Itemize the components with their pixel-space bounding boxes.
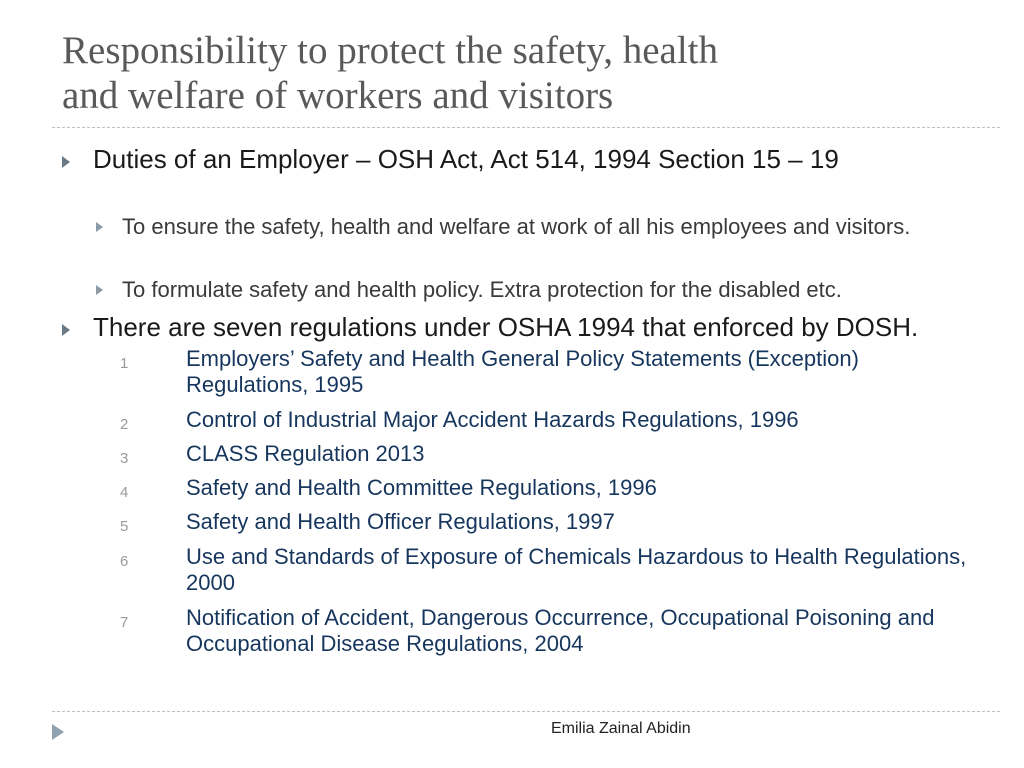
regulation-item: Safety and Health Committee Regulations, 1996 bbox=[186, 475, 657, 500]
regulation-item: Control of Industrial Major Accident Hazards Regulations, 1996 bbox=[186, 407, 799, 432]
regulation-item: CLASS Regulation 2013 bbox=[186, 441, 425, 466]
list-number: 1 bbox=[120, 355, 129, 372]
triangle-right-icon bbox=[62, 324, 70, 336]
slide-title bbox=[62, 28, 982, 118]
bullet-text: Duties of an Employer – OSH Act, Act 514, 1994 Section 15 – 19 bbox=[93, 144, 839, 174]
bullet-seven-regulations bbox=[62, 313, 982, 341]
subbullet-text: To ensure the safety, health and welfare at work of all his employees and visitors. bbox=[122, 214, 911, 239]
bullet-employer-duties bbox=[62, 145, 982, 173]
footer-author: Emilia Zainal Abidin bbox=[551, 720, 691, 737]
header-divider bbox=[52, 127, 1000, 128]
subbullet-formulate-policy bbox=[96, 277, 976, 302]
list-number: 7 bbox=[120, 614, 129, 631]
subbullet-text: To formulate safety and health policy. Extra protection for the disabled etc. bbox=[122, 277, 842, 302]
slide-title-line-1: Responsibility to protect the safety, health bbox=[62, 29, 718, 72]
list-number: 2 bbox=[120, 416, 129, 433]
bullet-text: There are seven regulations under OSHA 1994 that enforced by DOSH. bbox=[93, 312, 919, 342]
regulation-item: Use and Standards of Exposure of Chemicals Hazardous to Health Regulations, 2000 bbox=[186, 544, 967, 595]
triangle-right-icon bbox=[62, 156, 70, 168]
list-number: 5 bbox=[120, 518, 129, 535]
slide-title-line-2: and welfare of workers and visitors bbox=[62, 74, 614, 117]
list-number: 6 bbox=[120, 553, 129, 570]
list-number: 3 bbox=[120, 450, 129, 467]
regulation-item: Safety and Health Officer Regulations, 1997 bbox=[186, 509, 615, 534]
list-number: 4 bbox=[120, 484, 129, 501]
triangle-right-icon bbox=[96, 222, 103, 232]
subbullet-ensure-safety bbox=[96, 214, 976, 239]
triangle-right-icon bbox=[52, 724, 64, 740]
triangle-right-icon bbox=[96, 285, 103, 295]
regulation-item: Employers’ Safety and Health General Policy Statements (Exception) Regulations, 1995 bbox=[186, 346, 859, 397]
footer-divider bbox=[52, 711, 1000, 712]
regulation-item: Notification of Accident, Dangerous Occurrence, Occupational Poisoning and Occupational Disease Regulations, 2004 bbox=[186, 605, 935, 656]
